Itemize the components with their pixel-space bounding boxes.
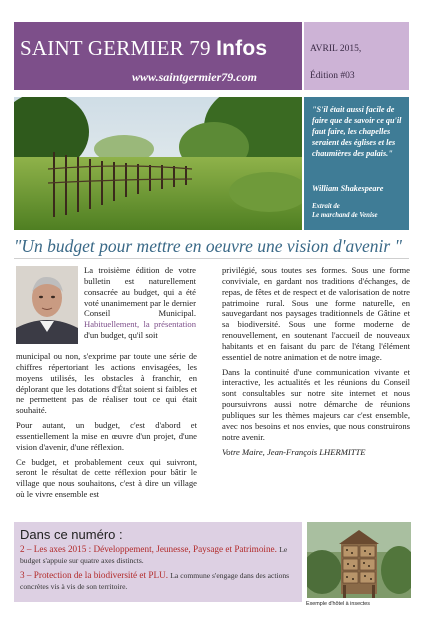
website-link[interactable]: www.saintgermier79.com — [132, 70, 257, 84]
article-column-1-top — [84, 265, 196, 345]
masthead-title-regular: SAINT GERMIER 79 — [20, 36, 211, 60]
contents-title: Dans ce numéro : — [20, 527, 123, 542]
contents-item-title: 2 – Les axes 2015 : Développement, Jeunesse, Paysage et Patrimoine. — [20, 544, 277, 554]
contents-item-desc: Le budget s'appuie sur quatre axes distincts. — [20, 545, 288, 566]
landscape-photo — [14, 97, 302, 230]
contents-item-desc: La commune s'engage dans des actions concrètes vis à vis de son territoire. — [20, 571, 290, 592]
issue-date: AVRIL 2015, — [310, 44, 362, 54]
mayor-portrait — [16, 266, 78, 344]
insect-hotel-photo — [307, 522, 411, 598]
article-text: d'un budget, qu'il soit — [84, 330, 158, 341]
article-column-1-bottom — [16, 351, 197, 504]
quote-author: William Shakespeare — [312, 184, 384, 193]
article-column-2 — [222, 265, 410, 461]
article-paragraph: Pour autant, un budget, c'est d'abord et essentiellement la mise en œuvre d'un projet, d'une vision d'avenir, d'une réflexion. — [16, 420, 197, 452]
mayor-signature: Votre Maire, Jean-François LHERMITTE — [222, 446, 366, 457]
article-headline: "Un budget pour mettre en oeuvre une vision d'avenir " — [14, 236, 402, 256]
contents-item[interactable] — [20, 570, 296, 593]
article-paragraph: Dans la continuité d'une communication vivante et interactive, les actualités et les réunions du Conseil sont consultables sur notre site internet et nous poursuivrons aussi notre démarche de réunions publiques sur les thèmes majeurs car c'est ensemble, avec nos besoins et nos envies, que nous construirons notre avenir. — [222, 366, 410, 442]
contents-item-title: 3 – Protection de la biodiversité et PLU. — [20, 570, 168, 580]
quote-source-title: Le marchand de Venise — [312, 212, 378, 219]
quote-text: "S'il était aussi facile de faire que de savoir ce qu'il faut faire, les chapelles seraient des églises et les chaumières des palais." — [312, 105, 402, 158]
article-text: La troisième édition de votre bulletin est naturellement consacrée au budget, qui a été voté unanimement par le dernier Conseil Municipal. — [84, 265, 196, 319]
article-paragraph: municipal ou non, s'exprime par toute une série de chiffres répertoriant les actions envisagées, les moyens utilisés, les obstacles à franchir, en déplorant que les dotations d'État soient si faibles et ne permettent pas de réaliser tout ce qui était souhaité. — [16, 351, 197, 416]
edition-number: Édition #03 — [310, 71, 355, 81]
article-paragraph: Ce budget, et probablement ceux qui suivront, seront le résultat de cette réflexion pour bâtir le village que nous souhaitons, c'est à dire un village où le vivre ensemble est — [16, 456, 197, 500]
masthead-title — [20, 36, 267, 61]
photo-caption: Exemple d'hôtel à insectes — [306, 601, 370, 607]
quote-source-label: Extrait de — [312, 203, 340, 210]
article-paragraph: privilégié, sous toutes ses formes. Sous une forme conviviale, en gardant nos traditions d'échanges, de repas, de fêtes et de respect et de valorisation de notre patrimoine rural. Sous une forme naturelle, en sauvegardant nos paysages traditionnels de Gâtine et sa biodiversité. Sous une forme moderne de renouvellement, en soutenant l'accueil de nouveaux habitants et en faisant du parc de l'étang l'élément essentiel de notre animation et de notre image. — [222, 265, 410, 362]
article-text-highlight: Habituellement, la présentation — [84, 319, 196, 330]
masthead-title-bold: Infos — [216, 37, 268, 60]
headline-divider — [14, 258, 409, 259]
contents-item[interactable] — [20, 544, 296, 567]
